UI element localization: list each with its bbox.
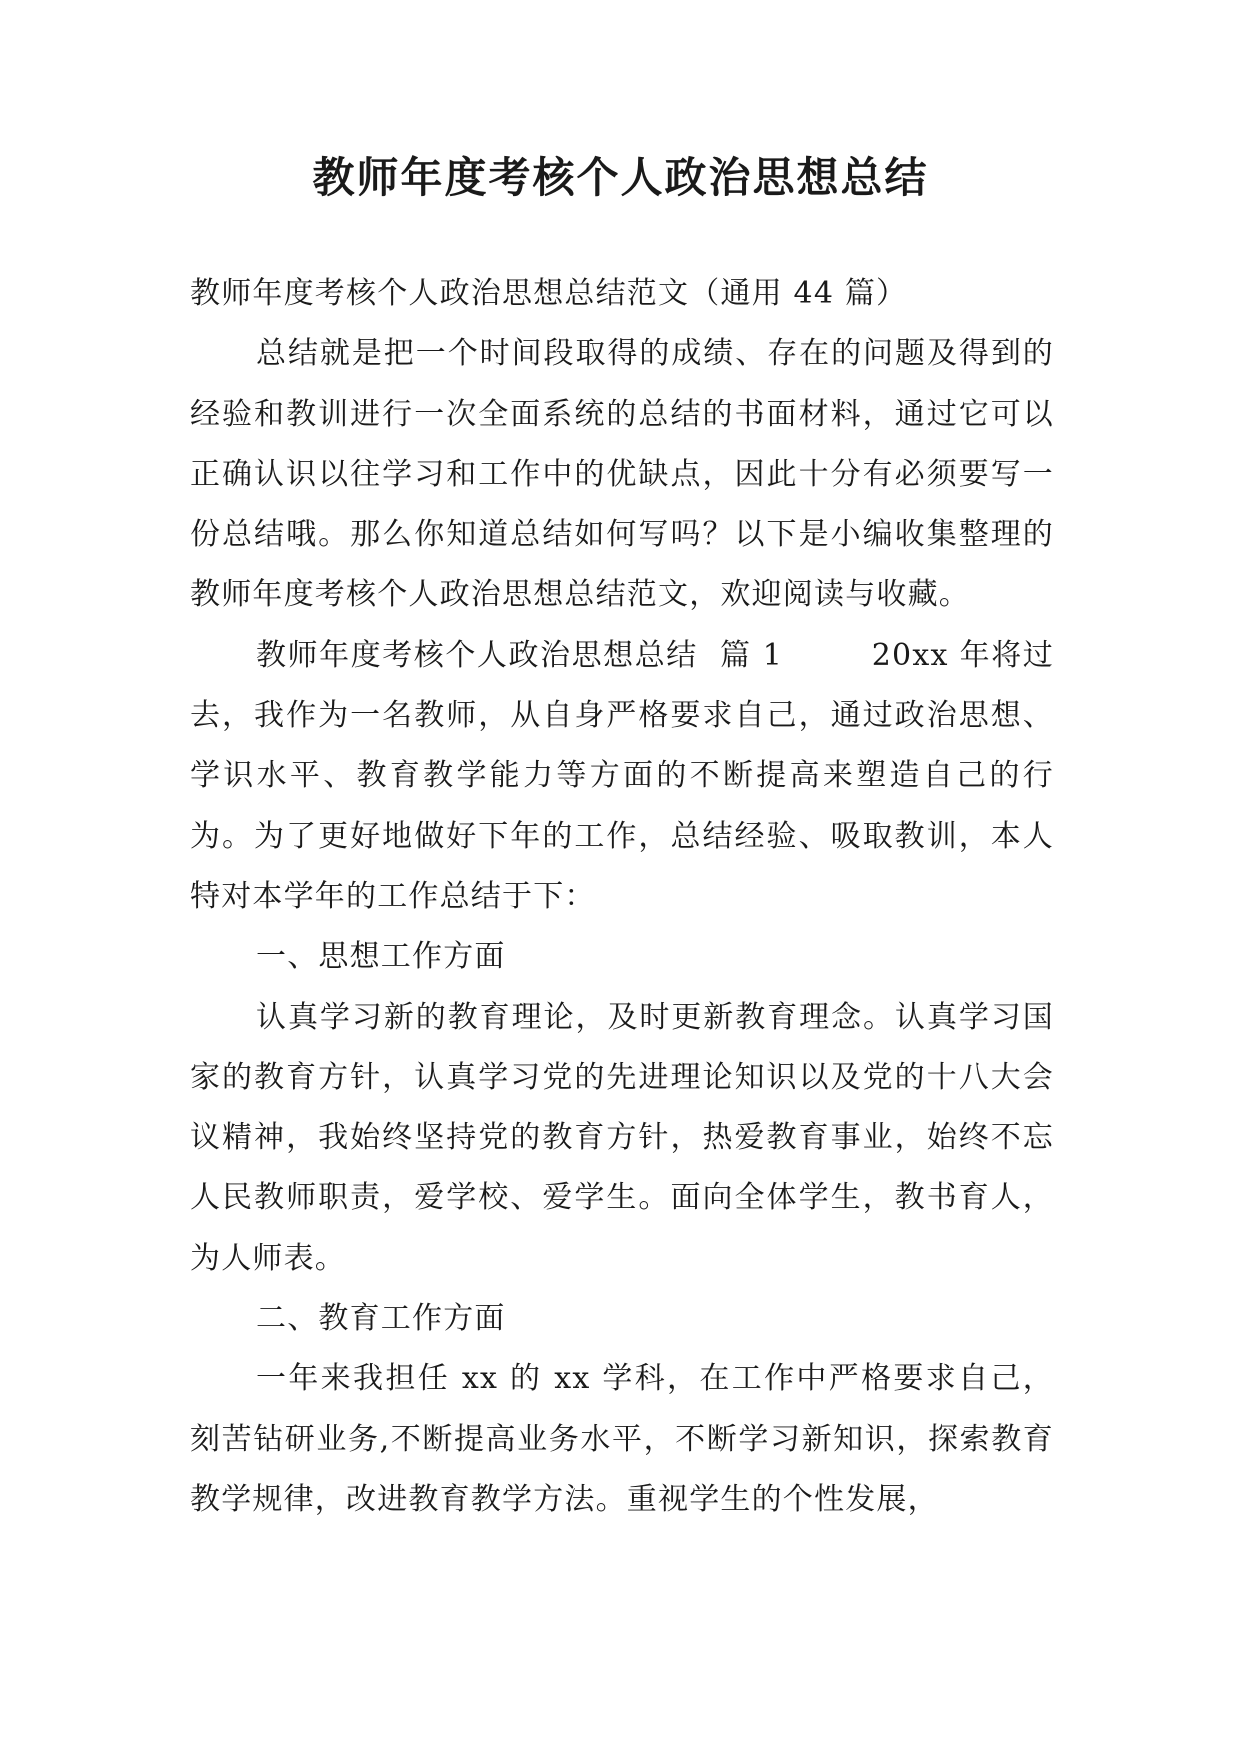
paragraph-intro: 总结就是把一个时间段取得的成绩、存在的问题及得到的经验和教训进行一次全面系统的总结的书面材料，通过它可以正确认识以往学习和工作中的优缺点，因此十分有必须要写一份总结哦。那么你知道总结如何写吗？以下是小编收集整理的教师年度考核个人政治思想总结范文，欢迎阅读与收藏。 [190,336,1054,613]
heading-thought-work: 一、思想工作方面 [256,939,506,975]
paragraph-section-1-intro: 教师年度考核个人政治思想总结 篇 1 20xx 年将过去，我作为一名教师，从自身严格要求自己，通过政治思想、学识水平、教育教学能力等方面的不断提高来塑造自己的行为。为了更好地做好下年的工作，总结经验、吸取教训，本人特对本学年的工作总结于下： [190,637,1054,914]
document-subtitle: 教师年度考核个人政治思想总结范文（通用 44 篇） [190,276,908,311]
heading-education-work: 二、教育工作方面 [256,1301,506,1337]
paragraph-education-work: 一年来我担任 xx 的 xx 学科，在工作中严格要求自己，刻苦钻研业务,不断提高业务水平，不断学习新知识，探索教育教学规律，改进教育教学方法。重视学生的个性发展， [190,1361,1054,1517]
document-body [190,264,1054,1530]
document-title: 教师年度考核个人政治思想总结 [312,153,929,202]
paragraph-thought-work: 认真学习新的教育理论，及时更新教育理念。认真学习国家的教育方针，认真学习党的先进理论知识以及党的十八大会议精神，我始终坚持党的教育方针，热爱教育事业，始终不忘人民教师职责，爱学校、爱学生。面向全体学生，教书育人，为人师表。 [190,999,1054,1276]
